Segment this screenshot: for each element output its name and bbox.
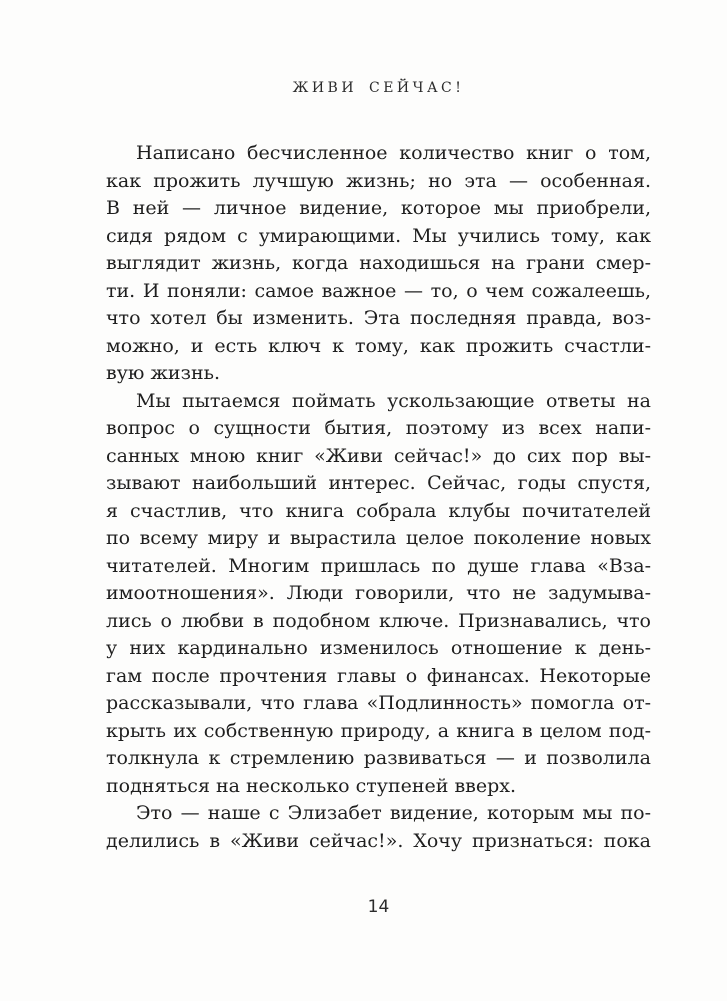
text-line: Это — наше с Элизабет видение, которым мы по- xyxy=(136,802,651,824)
paragraph xyxy=(106,388,651,801)
text-line: подняться на несколько ступеней вверх. xyxy=(106,774,517,797)
page-number: 14 xyxy=(367,897,390,917)
text-line: толкнула к стремлению развиваться — и позволила xyxy=(106,747,651,769)
text-line: сидя рядом с умирающими. Мы учились тому, как xyxy=(106,224,651,247)
paragraph xyxy=(106,140,651,388)
text-line: я счастлив, что книга собрала клубы почитателей xyxy=(106,499,651,522)
text-line: как прожить лучшую жизнь; но эта — особенная. xyxy=(106,169,651,192)
text-line: крыть их собственную природу, а книга в целом под- xyxy=(106,719,651,742)
text-line: зывают наибольший интерес. Сейчас, годы спустя, xyxy=(106,472,651,494)
text-line: лись о любви в подобном ключе. Признавались, что xyxy=(106,609,651,632)
text-line: санных мною книг «Живи сейчас!» до сих пор вы- xyxy=(106,444,651,467)
text-line: Написано бесчисленное количество книг о том, xyxy=(136,142,651,164)
text-line: у них кардинально изменилось отношение к день- xyxy=(106,637,651,659)
body-text xyxy=(106,140,651,855)
text-line: имоотношения». Люди говорили, что не задумыва- xyxy=(106,582,651,604)
text-line: ти. И поняли: самое важное — то, о чем сожалеешь, xyxy=(106,279,651,302)
text-line: В ней — личное видение, которое мы приобрели, xyxy=(106,197,651,219)
paragraph xyxy=(106,800,651,855)
running-head: ЖИВИ СЕЙЧАС! xyxy=(292,80,465,96)
text-line: вопрос о сущности бытия, поэтому из всех напи- xyxy=(106,417,651,439)
text-line: вую жизнь. xyxy=(106,362,221,384)
text-line: делились в «Живи сейчас!». Хочу признаться: пока xyxy=(106,829,651,852)
text-line: что хотел бы изменить. Эта последняя правда, воз- xyxy=(106,307,651,329)
text-line: гам после прочтения главы о финансах. Некоторые xyxy=(106,664,651,687)
text-line: Мы пытаемся поймать ускользающие ответы на xyxy=(136,389,651,412)
text-line: читателей. Многим пришлась по душе глава «Вза- xyxy=(106,554,651,577)
text-line: можно, и есть ключ к тому, как прожить счастли- xyxy=(106,334,651,357)
text-line: рассказывали, что глава «Подлинность» помогла от- xyxy=(106,692,651,714)
text-line: выглядит жизнь, когда находишься на грани смер- xyxy=(106,252,651,274)
text-line: по всему миру и вырастила целое поколение новых xyxy=(106,527,651,549)
